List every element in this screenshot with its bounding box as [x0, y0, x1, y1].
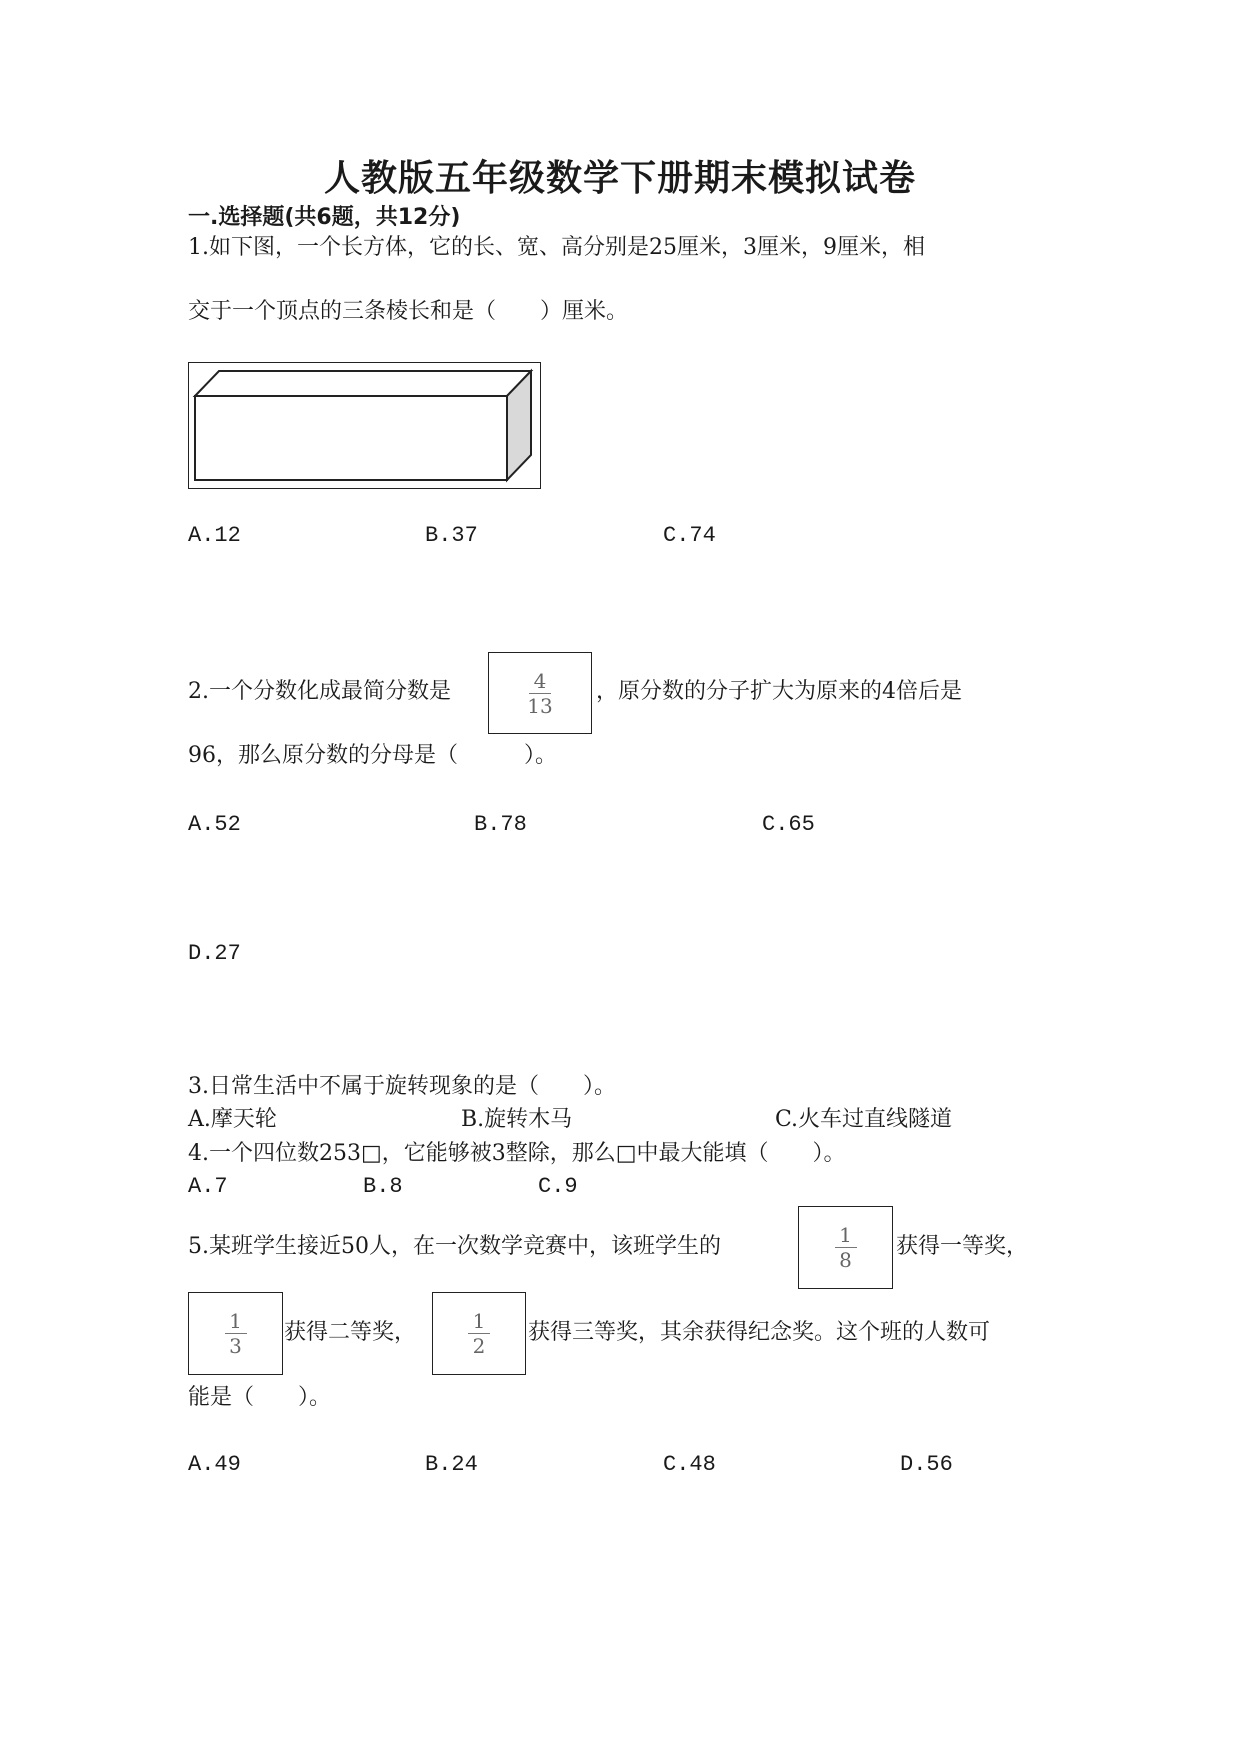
fraction-1-2 [432, 1292, 526, 1375]
cuboid-figure [188, 362, 541, 489]
q5-option-d[interactable]: D.56 [900, 1452, 953, 1477]
q1-line1: 1.如下图，一个长方体，它的长、宽、高分别是25厘米，3厘米，9厘米，相 [188, 235, 925, 260]
fraction-denominator: 2 [472, 1334, 486, 1358]
q5-option-a[interactable]: A.49 [188, 1452, 241, 1477]
fraction-numerator: 4 [533, 668, 547, 693]
q2-option-a[interactable]: A.52 [188, 812, 241, 837]
q1-line2: 交于一个顶点的三条棱长和是（ ）厘米。 [188, 299, 629, 324]
fraction-denominator: 8 [839, 1248, 852, 1272]
q5-line2-start: 获得二等奖， [284, 1320, 417, 1345]
q1-option-a[interactable]: A.12 [188, 523, 241, 548]
q1-option-c[interactable]: C.74 [663, 523, 716, 548]
fraction-denominator: 13 [527, 693, 553, 718]
q4-option-c[interactable]: C.9 [538, 1174, 578, 1199]
fraction-denominator: 3 [229, 1334, 242, 1358]
cuboid-drawing [189, 363, 540, 488]
fraction-numerator: 1 [229, 1309, 242, 1333]
q4-line1: 4.一个四位数253□，它能够被3整除，那么□中最大能填（ ）。 [188, 1141, 846, 1166]
q1-option-b[interactable]: B.37 [425, 523, 478, 548]
fraction-numerator: 1 [839, 1223, 852, 1247]
q5-line2-end: 获得三等奖，其余获得纪念奖。这个班的人数可 [528, 1320, 991, 1345]
q2-line1-start: 2.一个分数化成最简分数是 [188, 679, 451, 704]
q2-option-b[interactable]: B.78 [474, 812, 527, 837]
q5-line1-end: 获得一等奖， [896, 1234, 1029, 1259]
q2-line1-end: ，原分数的分子扩大为原来的4倍后是 [596, 679, 962, 704]
fraction-4-13 [488, 652, 592, 734]
q2-option-c[interactable]: C.65 [762, 812, 815, 837]
q5-option-c[interactable]: C.48 [663, 1452, 716, 1477]
q5-line3: 能是（ ）。 [188, 1385, 332, 1410]
q2-option-d[interactable]: D.27 [188, 941, 241, 966]
q4-option-b[interactable]: B.8 [363, 1174, 403, 1199]
section-heading: 一.选择题(共6题，共12分) [188, 205, 461, 230]
q3-option-a[interactable]: A.摩天轮 [188, 1107, 277, 1132]
q5-line1-start: 5.某班学生接近50人，在一次数学竞赛中，该班学生的 [188, 1234, 721, 1259]
fraction-numerator: 1 [472, 1309, 486, 1333]
fraction-1-3 [188, 1292, 283, 1375]
page-title: 人教版五年级数学下册期末模拟试卷 [323, 158, 916, 199]
q2-line2: 96，那么原分数的分母是（ ）。 [188, 743, 557, 768]
q3-option-b[interactable]: B.旋转木马 [461, 1107, 573, 1132]
fraction-1-8 [798, 1206, 893, 1289]
q3-line1: 3.日常生活中不属于旋转现象的是（ ）。 [188, 1074, 616, 1099]
q4-option-a[interactable]: A.7 [188, 1174, 228, 1199]
q5-option-b[interactable]: B.24 [425, 1452, 478, 1477]
q3-option-c[interactable]: C.火车过直线隧道 [775, 1107, 953, 1132]
